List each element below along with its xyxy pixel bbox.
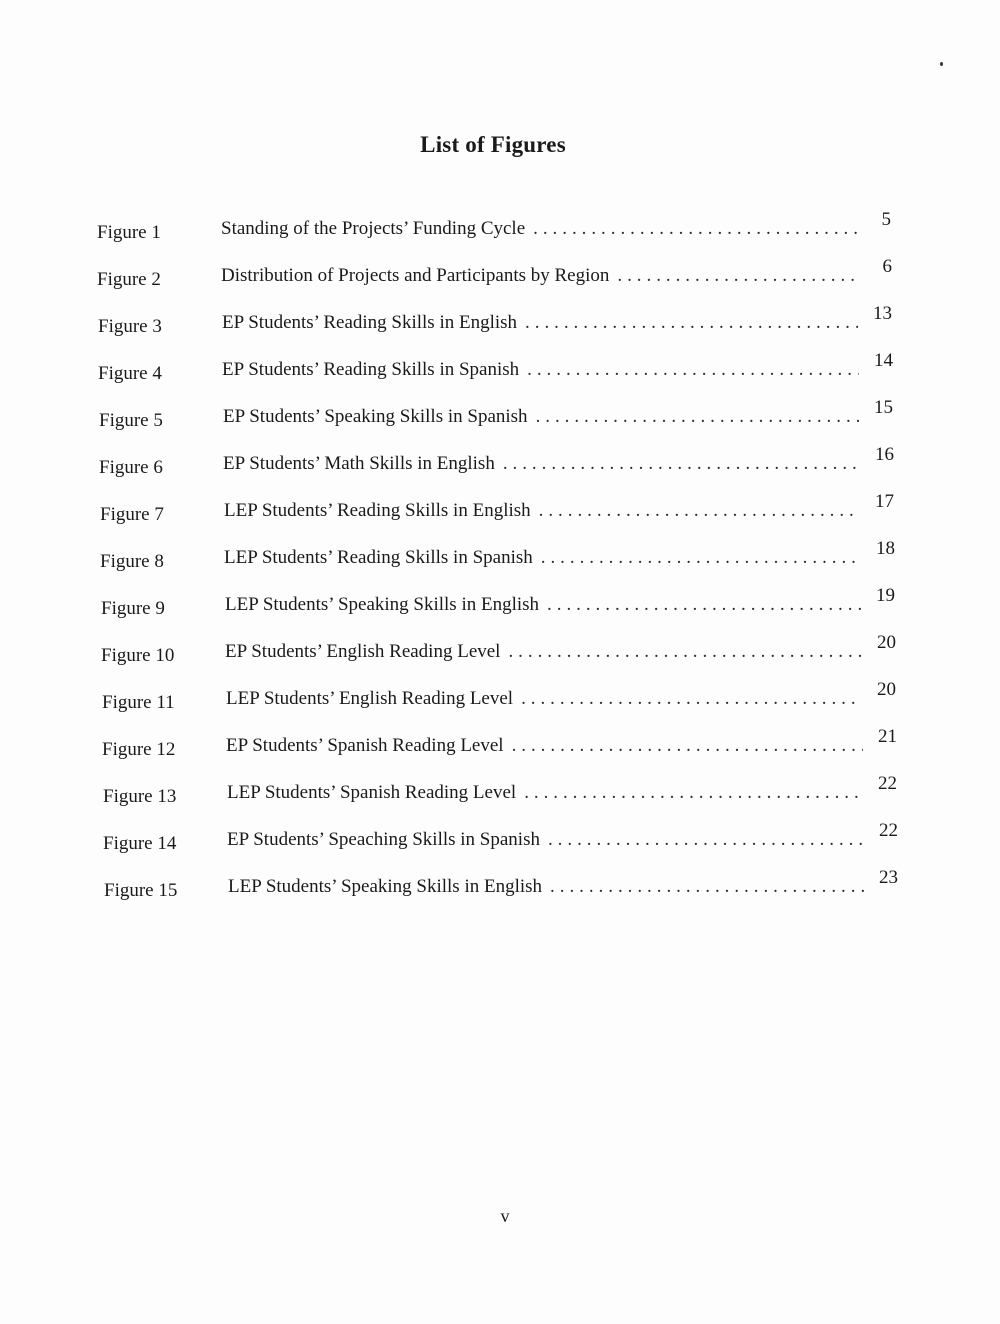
figure-title: EP Students’ Reading Skills in Spanish <box>222 359 520 380</box>
page-number: 20 <box>877 679 896 700</box>
dot-leader <box>519 358 859 382</box>
list-item <box>99 444 894 478</box>
figure-label: Figure 1 <box>97 222 161 243</box>
page-number: 19 <box>876 585 895 606</box>
figure-label: Figure 15 <box>104 880 178 901</box>
list-item <box>101 632 896 666</box>
page-number: 6 <box>882 256 892 277</box>
list-item <box>98 303 892 337</box>
figure-label: Figure 6 <box>99 457 163 478</box>
dot-leader <box>500 640 862 664</box>
page-number: 13 <box>873 303 892 324</box>
figure-title: LEP Students’ Speaking Skills in English <box>225 594 540 615</box>
dot-leader <box>540 828 864 852</box>
figure-label: Figure 3 <box>98 316 162 337</box>
figure-title: LEP Students’ Spanish Reading Level <box>227 782 517 803</box>
figure-title: EP Students’ Math Skills in English <box>223 453 495 474</box>
figure-label: Figure 9 <box>101 598 165 619</box>
figure-title: LEP Students’ Speaking Skills in English <box>228 876 543 897</box>
dot-leader <box>504 734 863 758</box>
figure-title: LEP Students’ Reading Skills in Spanish <box>224 547 533 568</box>
page-number: 15 <box>874 397 893 418</box>
figure-label: Figure 10 <box>101 645 175 666</box>
page-number: 18 <box>876 538 895 559</box>
figure-title: LEP Students’ Reading Skills in English <box>224 500 531 521</box>
figure-title: EP Students’ English Reading Level <box>225 641 501 662</box>
dot-leader <box>542 875 864 899</box>
dot-leader <box>539 593 861 617</box>
figure-title: EP Students’ Speaching Skills in Spanish <box>227 829 540 850</box>
page-number: 20 <box>877 632 896 653</box>
dot-leader <box>513 687 862 711</box>
list-item <box>99 397 893 431</box>
figure-title: EP Students’ Speaking Skills in Spanish <box>223 406 528 427</box>
list-item <box>101 585 895 619</box>
figure-label: Figure 4 <box>98 363 162 384</box>
figure-title: Standing of the Projects’ Funding Cycle <box>221 218 526 239</box>
page-number: 16 <box>875 444 894 465</box>
page-number: 5 <box>881 209 891 230</box>
figure-label: Figure 2 <box>97 269 161 290</box>
figure-label: Figure 14 <box>103 833 177 854</box>
figure-label: Figure 8 <box>100 551 164 572</box>
list-item <box>103 773 897 807</box>
dot-leader <box>525 217 857 241</box>
list-item <box>100 538 895 572</box>
figure-label: Figure 5 <box>99 410 163 431</box>
list-item <box>102 726 897 760</box>
dot-leader <box>528 405 859 429</box>
page-number: 21 <box>878 726 897 747</box>
figure-title: LEP Students’ English Reading Level <box>226 688 514 709</box>
dot-leader <box>495 452 860 476</box>
dot-leader <box>516 781 863 805</box>
figure-label: Figure 13 <box>103 786 177 807</box>
page-number: 22 <box>878 773 897 794</box>
dot-leader <box>531 499 860 523</box>
page-title: List of Figures <box>420 132 566 157</box>
list-item <box>104 867 898 901</box>
page-number: 17 <box>875 491 894 512</box>
dot-leader <box>517 311 858 335</box>
figure-label: Figure 11 <box>102 692 175 713</box>
figure-label: Figure 7 <box>100 504 164 525</box>
list-item <box>103 820 898 854</box>
list-item <box>98 350 893 384</box>
list-item <box>97 209 891 243</box>
list-item <box>97 256 892 290</box>
figure-label: Figure 12 <box>102 739 176 760</box>
dot-leader <box>609 264 858 288</box>
figure-title: EP Students’ Spanish Reading Level <box>226 735 504 756</box>
list-item <box>100 491 894 525</box>
figure-title: EP Students’ Reading Skills in English <box>222 312 518 333</box>
page-number: 14 <box>874 350 893 371</box>
dot-leader <box>533 546 861 570</box>
list-item <box>102 679 896 713</box>
figure-title: Distribution of Projects and Participants by Region <box>221 265 610 286</box>
page-number: 23 <box>879 867 898 888</box>
page-number: 22 <box>879 820 898 841</box>
page-folio: v <box>500 1206 510 1226</box>
